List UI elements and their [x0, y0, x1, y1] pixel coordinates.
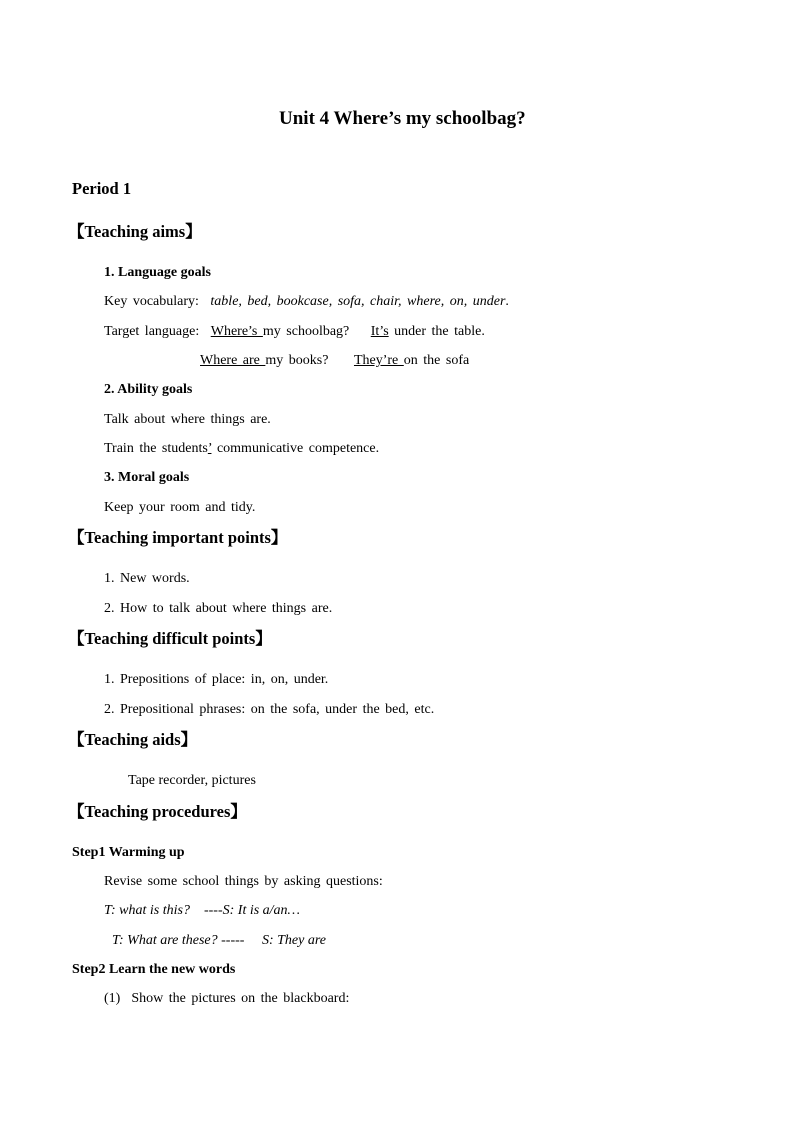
difficult-point-2: 2. Prepositional phrases: on the sofa, under the bed, etc.	[104, 702, 435, 717]
ability-goals-heading: 2. Ability goals	[104, 382, 193, 397]
moral-goal-1: Keep your room and tidy.	[104, 500, 256, 515]
key-vocabulary-period: .	[505, 294, 509, 309]
key-vocabulary-label: Key vocabulary:	[104, 294, 199, 309]
dialog-line-2: T: What are these? ----- S: They are	[112, 933, 326, 948]
important-point-1: 1. New words.	[104, 571, 190, 586]
target-where-are: Where are	[200, 353, 266, 368]
target-it-s: It’s	[370, 324, 389, 339]
target-under-the-table: under the table.	[388, 324, 485, 339]
moral-goals-heading: 3. Moral goals	[104, 470, 190, 485]
ability-goal-2	[104, 440, 379, 458]
step1-heading: Step1 Warming up	[72, 845, 185, 860]
target-they-re: They’re	[353, 353, 404, 368]
key-vocabulary-words: table, bed, bookcase, sofa, chair, where, on, under	[210, 294, 506, 309]
section-important-points: 【Teaching important points】	[68, 528, 288, 547]
document-title: Unit 4 Where’s my schoolbag?	[279, 108, 526, 129]
step2-heading: Step2 Learn the new words	[72, 962, 236, 977]
ability-goal-2-rest: communicative competence.	[211, 441, 380, 456]
key-vocabulary-line	[104, 293, 509, 311]
period-heading: Period 1	[72, 179, 132, 198]
section-teaching-procedures: 【Teaching procedures】	[68, 802, 247, 821]
difficult-point-1: 1. Prepositions of place: in, on, under.	[104, 672, 329, 687]
section-teaching-aids: 【Teaching aids】	[68, 730, 198, 749]
ability-goal-1: Talk about where things are.	[104, 412, 271, 427]
language-goals-heading: 1. Language goals	[104, 265, 211, 280]
important-point-2: 2. How to talk about where things are.	[104, 601, 333, 616]
step2-line: (1) Show the pictures on the blackboard:	[104, 991, 350, 1006]
target-my-books: my books?	[265, 353, 329, 368]
target-language-label: Target language:	[104, 324, 200, 339]
step1-line: Revise some school things by asking questions:	[104, 874, 383, 889]
target-language-line-1	[104, 323, 485, 341]
section-teaching-aims: 【Teaching aims】	[68, 222, 202, 241]
target-on-the-sofa: on the sofa	[403, 353, 470, 368]
section-difficult-points: 【Teaching difficult points】	[68, 629, 272, 648]
target-my-schoolbag: my schoolbag?	[262, 324, 350, 339]
dialog-line-1: T: what is this? ----S: It is a/an…	[104, 903, 301, 918]
target-where-s: Where’s	[210, 324, 263, 339]
ability-goal-2-apostrophe: ’	[207, 441, 212, 456]
ability-goal-2-text: Train the students	[104, 441, 208, 456]
teaching-aids-line: Tape recorder, pictures	[128, 773, 256, 788]
target-language-line-2	[200, 352, 469, 370]
